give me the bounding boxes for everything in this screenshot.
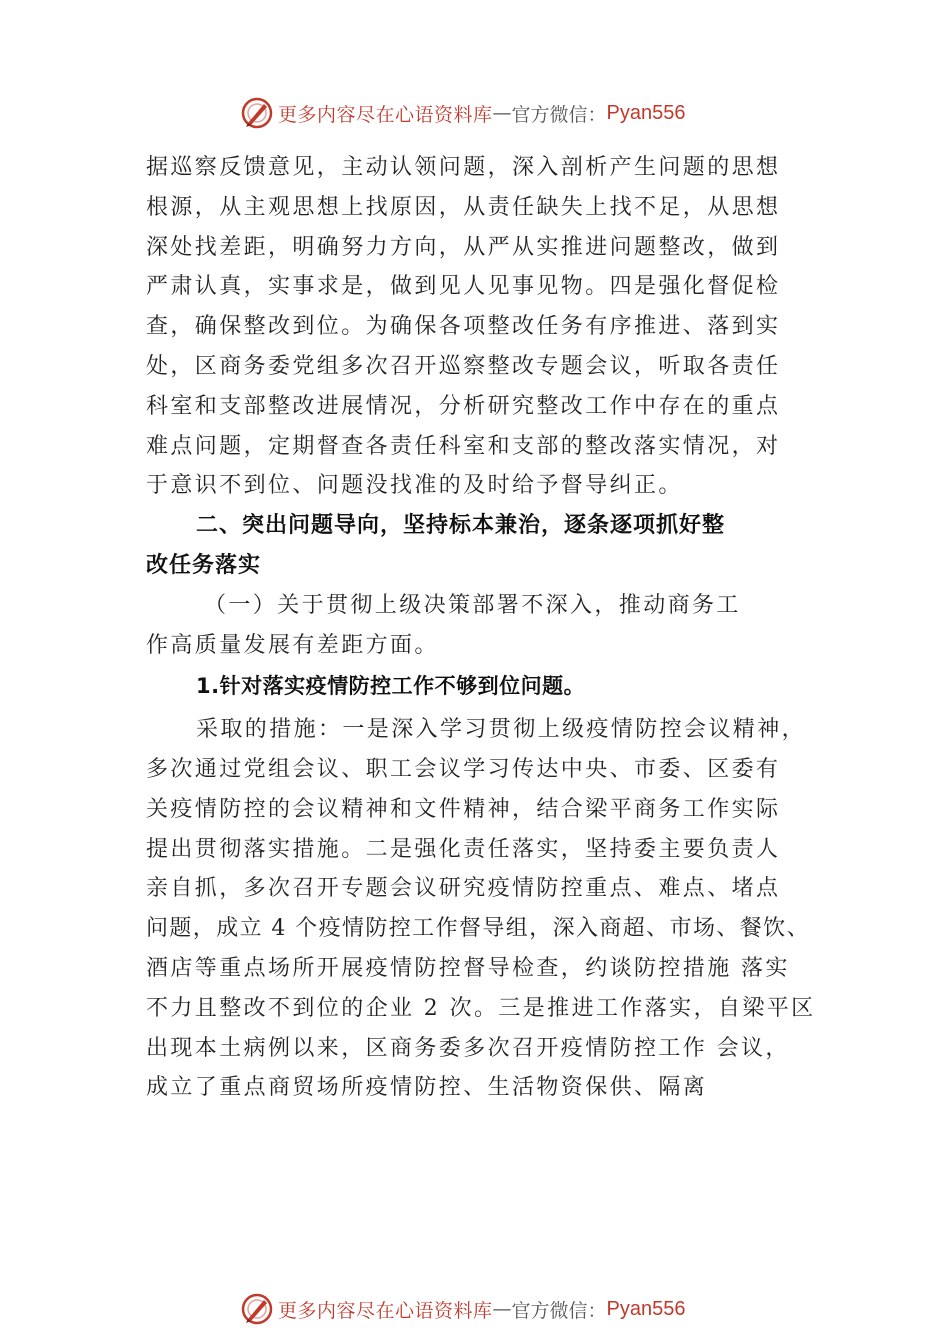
text-line: 提出贯彻落实措施。二是强化责任落实，坚持委主要负责人 xyxy=(146,836,781,862)
banner-text: 更多内容尽在心语资料库 xyxy=(278,103,493,126)
item-heading: 1.针对落实疫情防控工作不够到位问题。 xyxy=(196,674,586,699)
footer-banner xyxy=(240,1292,720,1326)
heading-line: 二、突出问题导向，坚持标本兼治，逐条逐项抓好整 xyxy=(196,513,726,539)
banner-dash: — xyxy=(492,102,512,124)
text-line: 多次通过党组会议、职工会议学习传达中央、市委、区委有 xyxy=(146,756,781,782)
banner-wechat-label: 官方微信： xyxy=(511,103,607,126)
text-line: 处，区商务委党组多次召开巡察整改专题会议，听取各责任 xyxy=(146,353,781,379)
text-line: 于意识不到位、问题没找准的及时给予督导纠正。 xyxy=(146,473,683,499)
heading-line: 作高质量发展有差距方面。 xyxy=(146,633,439,659)
banner-text: 更多内容尽在心语资料库 xyxy=(278,1299,493,1322)
text-line: 酒店等重点场所开展疫情防控督导检查，约谈防控措施 落实 xyxy=(146,955,790,981)
text-line: 深处找差距，明确努力方向，从严从实推进问题整改，做到 xyxy=(146,234,781,260)
text-line: 科室和支部整改进展情况，分析研究整改工作中存在的重点 xyxy=(146,393,781,419)
paragraph-1 xyxy=(146,148,846,506)
pen-logo-icon xyxy=(240,96,274,130)
text-line: 问题，成立 4 个疫情防控工作督导组，深入商超、市场、餐饮、 xyxy=(146,916,810,942)
text-line: 难点问题，定期督查各责任科室和支部的整改落实情况，对 xyxy=(146,433,781,459)
banner-wechat-label: 官方微信： xyxy=(511,1299,607,1322)
text-line: 成立了重点商贸场所疫情防控、生活物资保供、隔离 xyxy=(146,1075,708,1101)
text-line: 采取的措施：一是深入学习贯彻上级疫情防控会议精神， xyxy=(196,717,807,743)
pen-logo-icon xyxy=(240,1292,274,1326)
section-heading xyxy=(146,506,846,586)
banner-wechat-id: Pyan556 xyxy=(606,101,686,124)
text-line: 关疫情防控的会议精神和文件精神，结合梁平商务工作实际 xyxy=(146,796,781,822)
header-banner xyxy=(240,96,720,130)
banner-wechat-id: Pyan556 xyxy=(606,1297,686,1320)
paragraph-2 xyxy=(146,710,846,1108)
text-line: 不力且整改不到位的企业 2 次。三是推进工作落实，自梁平区 xyxy=(146,995,816,1021)
text-line: 根源，从主观思想上找原因，从责任缺失上找不足，从思想 xyxy=(146,194,781,220)
subsection-heading xyxy=(146,586,846,666)
text-line: 亲自抓，多次召开专题会议研究疫情防控重点、难点、堵点 xyxy=(146,876,781,902)
banner-dash: — xyxy=(492,1298,512,1320)
heading-line: 改任务落实 xyxy=(146,553,262,579)
document-body xyxy=(146,148,846,1108)
text-line: 出现本土病例以来，区商务委多次召开疫情防控工作 会议， xyxy=(146,1035,790,1061)
heading-line: （一）关于贯彻上级决策部署不深入，推动商务工 xyxy=(204,593,741,619)
text-line: 严肃认真，实事求是，做到见人见事见物。四是强化督促检 xyxy=(146,274,781,300)
text-line: 查，确保整改到位。为确保各项整改任务有序推进、落到实 xyxy=(146,314,781,340)
text-line: 据巡察反馈意见，主动认领问题，深入剖析产生问题的思想 xyxy=(146,155,781,180)
